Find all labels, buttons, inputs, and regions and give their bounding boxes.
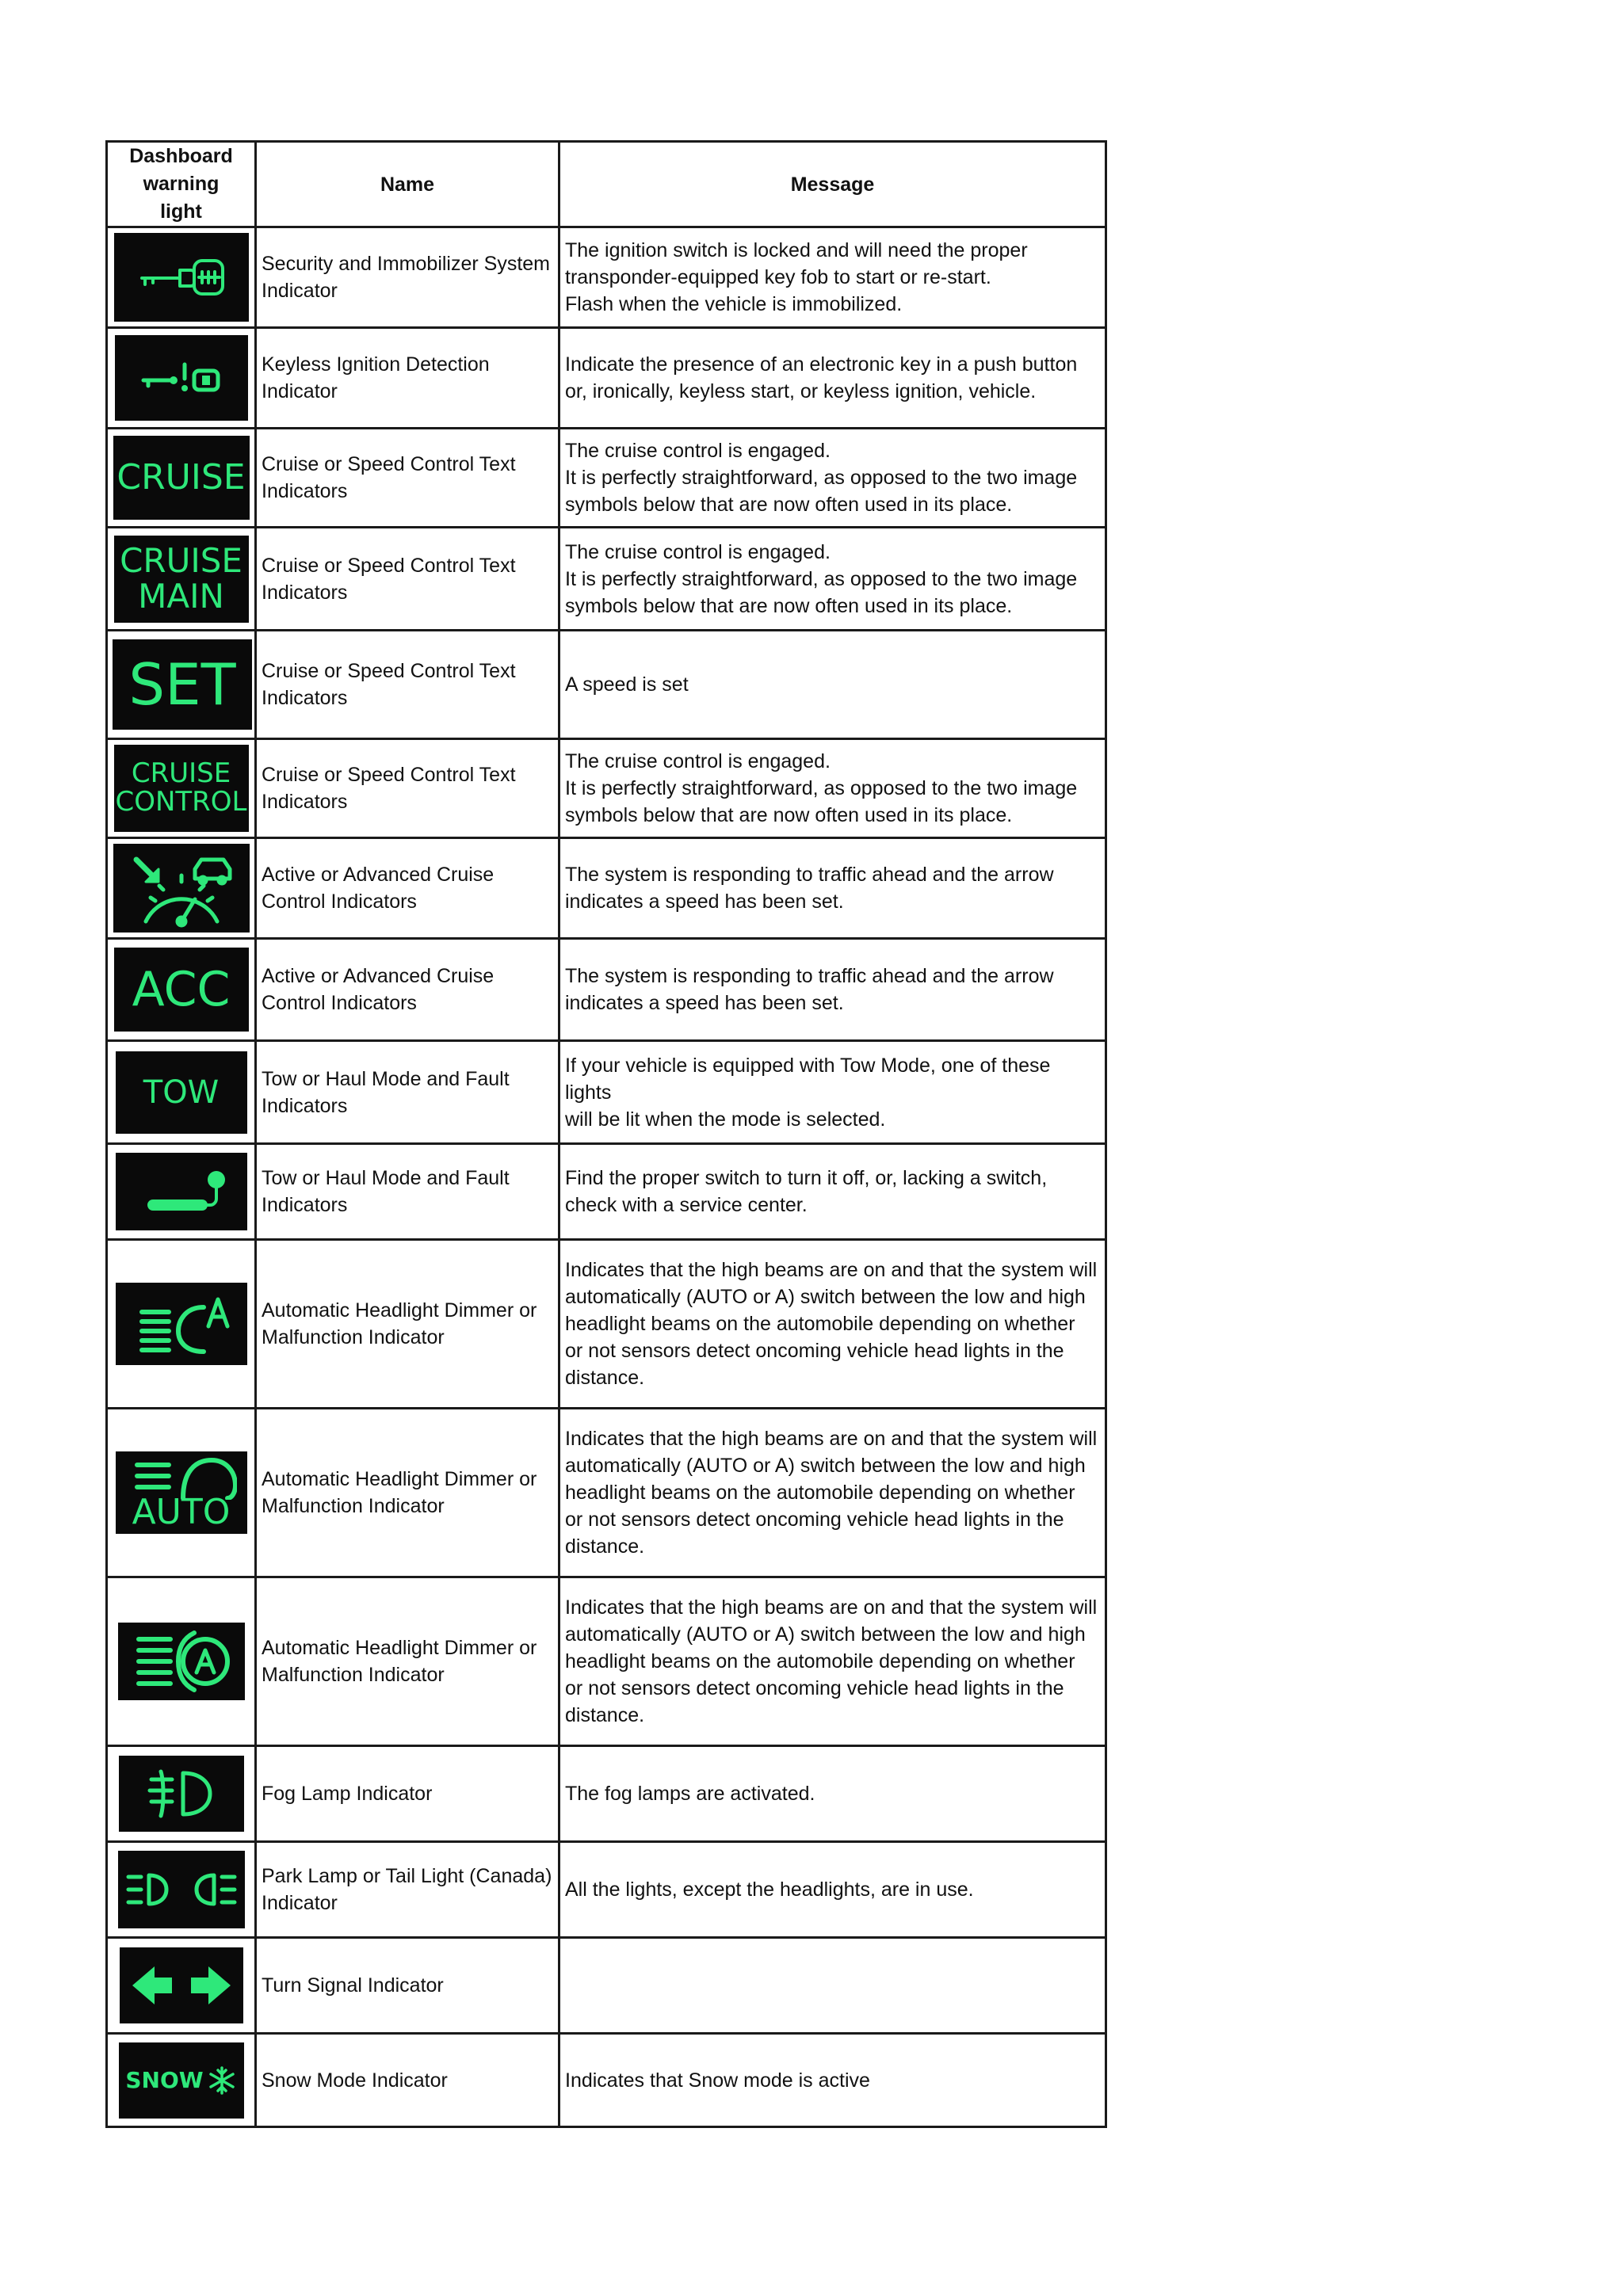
table-row [107,528,1106,631]
auto-high-beam-a-icon [116,1283,247,1365]
message-line: It is perfectly straightforward, as opposed to the two image [565,567,1078,590]
message-line: distance. [565,1367,645,1389]
header-message: Message [559,142,1106,227]
message-line: Find the proper switch to turn it off, or, lacking a switch, [565,1167,1048,1189]
table-row [107,1842,1106,1938]
warning-light-cell [107,1041,256,1144]
indicator-name: Tow or Haul Mode and Fault Indicators [256,1041,559,1144]
warning-light-cell [107,1577,256,1746]
table-row [107,1240,1106,1409]
message-line: The fog lamps are activated. [565,1783,815,1805]
indicator-message [559,227,1106,328]
table-row [107,739,1106,838]
warning-light-cell [107,1240,256,1409]
table-row [107,429,1106,528]
table-header-row [107,142,1106,227]
message-line: It is perfectly straightforward, as opposed to the two image [565,467,1078,489]
badge-label: CRUISE [116,457,246,498]
message-line: Indicate the presence of an electronic key in a push button [565,353,1078,376]
warning-light-cell [107,631,256,739]
set-text-icon [113,639,252,730]
badge-label: SET [128,651,236,718]
message-line: will be lit when the mode is selected. [565,1108,886,1131]
warning-light-cell [107,328,256,429]
message-line: All the lights, except the headlights, are in use. [565,1878,974,1901]
table-row [107,1746,1106,1842]
table-row [107,328,1106,429]
indicator-message [559,739,1106,838]
table-row [107,1409,1106,1577]
indicator-name: Automatic Headlight Dimmer or Malfunction Indicator [256,1409,559,1577]
warning-light-cell [107,429,256,528]
message-line: The system is responding to traffic ahead and the arrow [565,965,1054,987]
badge-label-line: CONTROL [115,786,247,818]
message-line: The system is responding to traffic ahead and the arrow [565,864,1054,886]
auto-high-beam-circle-a-icon [118,1623,245,1700]
message-line: headlight beams on the automobile depending on whether [565,1313,1075,1335]
message-line: check with a service center. [565,1194,808,1216]
warning-light-cell [107,528,256,631]
badge-label: ACC [132,962,231,1017]
message-line: automatically (AUTO or A) switch between the low and high [565,1286,1086,1308]
warning-light-cell [107,739,256,838]
fog-lamp-icon [119,1756,244,1832]
indicator-name: Snow Mode Indicator [256,2034,559,2127]
indicator-message [559,429,1106,528]
indicator-message [559,631,1106,739]
warning-light-cell [107,1842,256,1938]
warning-light-cell [107,838,256,939]
cruise-control-text-icon [114,745,249,832]
message-line: Indicates that Snow mode is active [565,2069,870,2092]
message-line: Indicates that the high beams are on and that the system will [565,1259,1098,1281]
indicator-name: Cruise or Speed Control Text Indicators [256,739,559,838]
warning-light-cell [107,2034,256,2127]
indicator-name: Tow or Haul Mode and Fault Indicators [256,1144,559,1240]
message-line: symbols below that are now often used in its place. [565,494,1013,516]
badge-label-line: CRUISE [120,541,242,581]
message-line: If your vehicle is equipped with Tow Mode, one of these lights [565,1054,1051,1104]
tow-hitch-icon [116,1153,247,1230]
warning-lights-table [105,140,1107,2128]
adaptive-cruise-speedometer-icon [113,844,250,933]
warning-light-cell [107,1746,256,1842]
badge-label-line: MAIN [138,576,224,616]
message-line: Indicates that the high beams are on and that the system will [565,1428,1098,1450]
header-name: Name [256,142,559,227]
message-line: symbols below that are now often used in its place. [565,594,1013,617]
table-row [107,2034,1106,2127]
message-line: automatically (AUTO or A) switch between the low and high [565,1455,1086,1477]
turn-signal-arrows-icon [120,1947,243,2023]
indicator-name: Turn Signal Indicator [256,1938,559,2034]
message-line: A speed is set [565,673,689,696]
indicator-name: Keyless Ignition Detection Indicator [256,328,559,429]
warning-light-cell [107,1409,256,1577]
message-line: symbols below that are now often used in its place. [565,804,1013,826]
table-row [107,1577,1106,1746]
indicator-message [559,1240,1106,1409]
warning-light-cell [107,227,256,328]
warning-light-cell [107,1144,256,1240]
snow-mode-icon [119,2042,244,2119]
message-line: headlight beams on the automobile depending on whether [565,1650,1075,1672]
table-row [107,1938,1106,2034]
cruise-text-icon [113,436,250,520]
indicator-name: Active or Advanced Cruise Control Indicators [256,838,559,939]
message-line: distance. [565,1704,645,1726]
indicator-name: Cruise or Speed Control Text Indicators [256,631,559,739]
auto-high-beam-auto-icon [116,1451,247,1534]
indicator-message [559,1746,1106,1842]
message-line: automatically (AUTO or A) switch between the low and high [565,1623,1086,1646]
badge-label: TOW [143,1074,220,1111]
indicator-name: Cruise or Speed Control Text Indicators [256,528,559,631]
cruise-main-text-icon [114,536,249,623]
indicator-message [559,2034,1106,2127]
indicator-name: Security and Immobilizer System Indicator [256,227,559,328]
key-fob-immobilizer-icon [114,233,249,322]
indicator-name: Automatic Headlight Dimmer or Malfunction Indicator [256,1577,559,1746]
keyless-ignition-icon [115,335,248,421]
indicator-message [559,1144,1106,1240]
tow-text-icon [116,1051,247,1134]
message-line: or, ironically, keyless start, or keyless ignition, vehicle. [565,380,1037,402]
park-lamp-icon [118,1851,245,1928]
indicator-name: Cruise or Speed Control Text Indicators [256,429,559,528]
header-dashboard-warning-light: Dashboard warning light [107,142,256,227]
message-line: The cruise control is engaged. [565,440,831,462]
indicator-message [559,1577,1106,1746]
table-row [107,631,1106,739]
message-line: Flash when the vehicle is immobilized. [565,293,903,315]
badge-label: AUTO [132,1492,231,1532]
message-line: The ignition switch is locked and will need the proper [565,239,1028,261]
table-row [107,227,1106,328]
table-row [107,1144,1106,1240]
message-line: or not sensors detect oncoming vehicle head lights in the [565,1677,1064,1699]
badge-label: SNOW [125,2066,204,2093]
message-line: indicates a speed has been set. [565,891,844,913]
indicator-message [559,1041,1106,1144]
warning-light-cell [107,939,256,1041]
message-line: headlight beams on the automobile depending on whether [565,1482,1075,1504]
badge-label-line: CRUISE [131,757,231,790]
table-row [107,939,1106,1041]
indicator-name: Active or Advanced Cruise Control Indicators [256,939,559,1041]
indicator-name: Fog Lamp Indicator [256,1746,559,1842]
message-line: The cruise control is engaged. [565,750,831,772]
indicator-name: Automatic Headlight Dimmer or Malfunction Indicator [256,1240,559,1409]
message-line: or not sensors detect oncoming vehicle head lights in the [565,1340,1064,1362]
indicator-message [559,1938,1106,2034]
warning-light-cell [107,1938,256,2034]
table-row [107,838,1106,939]
indicator-message [559,1842,1106,1938]
message-line: or not sensors detect oncoming vehicle head lights in the [565,1508,1064,1531]
indicator-message [559,939,1106,1041]
indicator-message [559,1409,1106,1577]
table-row [107,1041,1106,1144]
message-line: Indicates that the high beams are on and that the system will [565,1596,1098,1619]
acc-text-icon [114,948,249,1032]
message-line: transponder-equipped key fob to start or re-start. [565,266,991,288]
message-line: indicates a speed has been set. [565,992,844,1014]
indicator-message [559,328,1106,429]
message-line: distance. [565,1535,645,1558]
message-line: It is perfectly straightforward, as opposed to the two image [565,777,1078,799]
message-line: The cruise control is engaged. [565,540,831,563]
indicator-message [559,838,1106,939]
indicator-message [559,528,1106,631]
indicator-name: Park Lamp or Tail Light (Canada) Indicator [256,1842,559,1938]
